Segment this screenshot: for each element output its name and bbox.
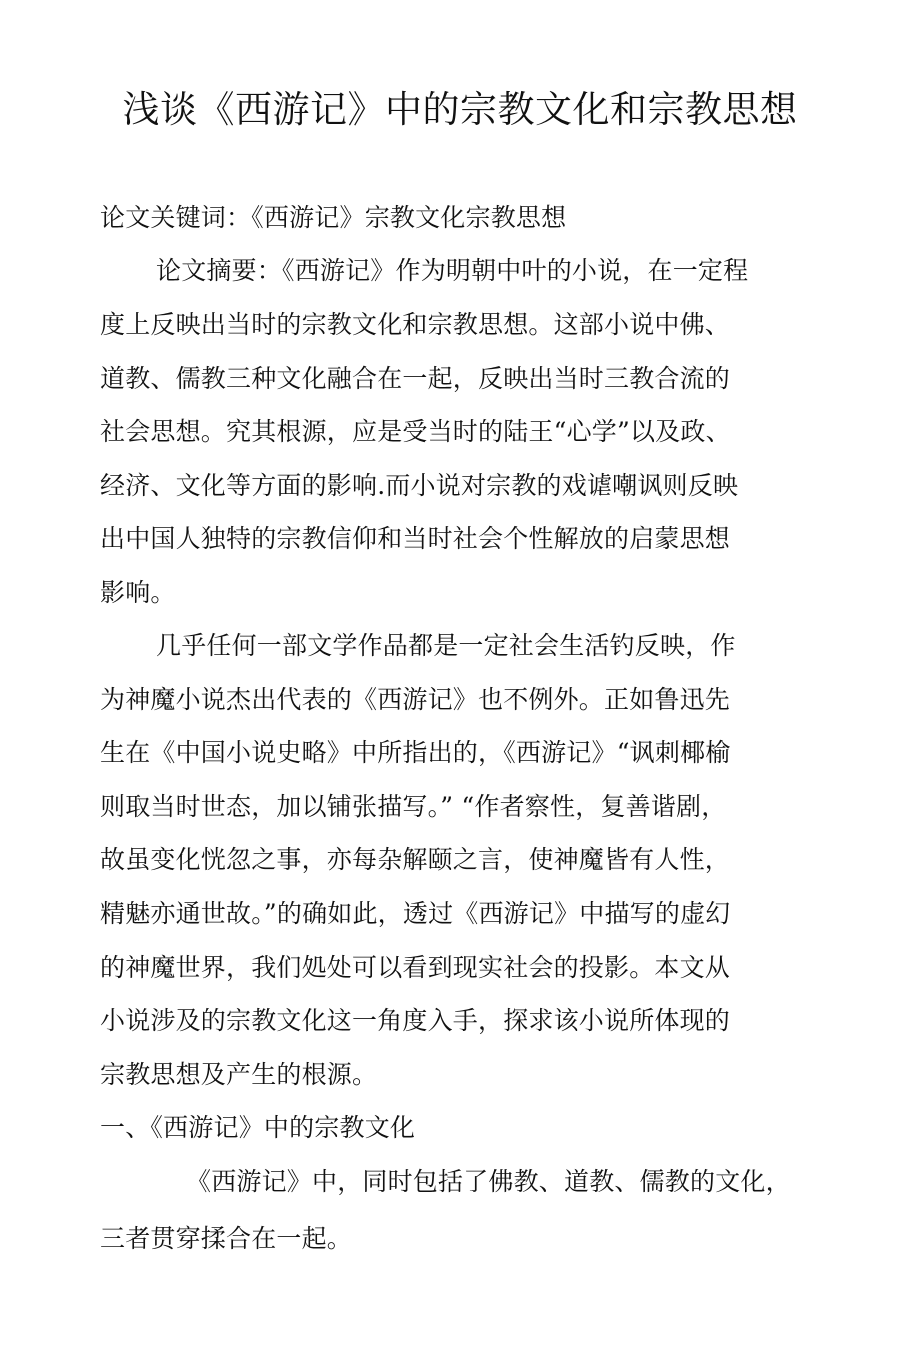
section-heading: 一、《西游记》中的宗教文化	[100, 1113, 416, 1142]
keywords-line: 论文关键词：《西游记》宗教文化宗教思想	[100, 203, 567, 232]
abstract-line: 出中国人独特的宗教信仰和当时社会个性解放的启蒙思想	[100, 524, 731, 553]
intro-line: 精魅亦通世故。”的确如此，透过《西游记》中描写的虚幻	[100, 899, 731, 928]
abstract-line: 道教、儒教三种文化融合在一起，反映出当时三教合流的	[100, 364, 731, 393]
intro-line: 故虽变化恍忽之事，亦每杂解颐之言，使神魔皆有人性，	[100, 845, 731, 874]
abstract-line: 度上反映出当时的宗教文化和宗教思想。这部小说中佛、	[100, 310, 731, 339]
section1-line: 三者贯穿揉合在一起。	[100, 1224, 353, 1253]
intro-line: 生在《中国小说史略》中所指出的，《西游记》“讽刺椰榆	[100, 738, 731, 767]
abstract-line: 论文摘要：《西游记》作为明朝中叶的小说，在一定程	[156, 256, 749, 285]
abstract-line: 经济、文化等方面的影响.而小说对宗教的戏谑嘲讽则反映	[100, 471, 739, 500]
abstract-line: 影响。	[100, 578, 176, 607]
intro-line: 的神魔世界，我们処处可以看到现实社会的投影。本文从	[100, 953, 731, 982]
intro-line: 为神魔小说杰出代表的《西游记》也不例外。正如鲁迅先	[100, 685, 731, 714]
document-title: 浅谈《西游记》中的宗教文化和宗教思想	[122, 88, 798, 131]
intro-line: 则取当时世态，加以铺张描写。” “作者察性，复善谐剧，	[100, 792, 727, 821]
intro-line: 几乎任何一部文学作品都是一定社会生活钓反映，作	[156, 631, 736, 660]
intro-line: 宗教思想及产生的根源。	[100, 1060, 378, 1089]
intro-line: 小说涉及的宗教文化这一角度入手，探求该小说所体现的	[100, 1006, 731, 1035]
section1-line: 《西游记》中，同时包括了佛教、道教、儒教的文化，	[186, 1167, 791, 1196]
abstract-line: 社会思想。究其根源，应是受当时的陆王“心学”以及政、	[100, 417, 731, 446]
